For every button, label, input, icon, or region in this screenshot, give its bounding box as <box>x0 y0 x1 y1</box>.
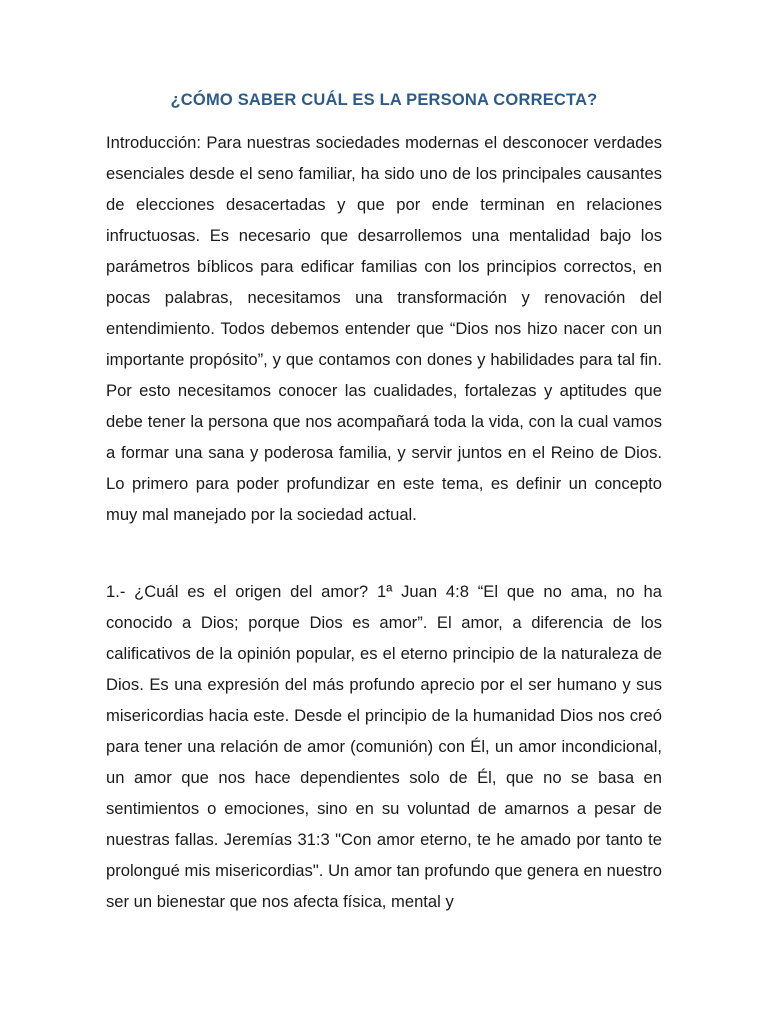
document-title: ¿CÓMO SABER CUÁL ES LA PERSONA CORRECTA? <box>170 91 598 109</box>
paragraph-origen-del-amor: 1.- ¿Cuál es el origen del amor? 1ª Juan 4:8 “El que no ama, no ha conocido a Dios; porque Dios es amor”. El amor, a diferencia de los calificativos de la opinión popular, es el eterno principio de la naturaleza de Dios. Es una expresión del más profundo aprecio por el ser humano y sus misericordias hacia este. Desde el principio de la humanidad Dios nos creó para tener una relación de amor (comunión) con Él, un amor incondicional, un amor que nos hace dependientes solo de Él, que no se basa en sentimientos o emociones, sino en su voluntad de amarnos a pesar de nuestras fallas. Jeremías 31:3 "Con amor eterno, te he amado por tanto te prolongué mis misericordias". Un amor tan profundo que genera en nuestro ser un bienestar que nos afecta física, mental y <box>106 582 662 911</box>
paragraph-introduccion: Introducción: Para nuestras sociedades modernas el desconocer verdades esenciales desde el seno familiar, ha sido uno de los principales causantes de elecciones desacertadas y que por ende terminan en relaciones infructuosas. Es necesario que desarrollemos una mentalidad bajo los parámetros bíblicos para edificar familias con los principios correctos, en pocas palabras, necesitamos una transformación y renovación del entendimiento. Todos debemos entender que “Dios nos hizo nacer con un importante propósito”, y que contamos con dones y habilidades para tal fin. Por esto necesitamos conocer las cualidades, fortalezas y aptitudes que debe tener la persona que nos acompañará toda la vida, con la cual vamos a formar una sana y poderosa familia, y servir juntos en el Reino de Dios. Lo primero para poder profundizar en este tema, es definir un concepto muy mal manejado por la sociedad actual. <box>106 133 662 524</box>
